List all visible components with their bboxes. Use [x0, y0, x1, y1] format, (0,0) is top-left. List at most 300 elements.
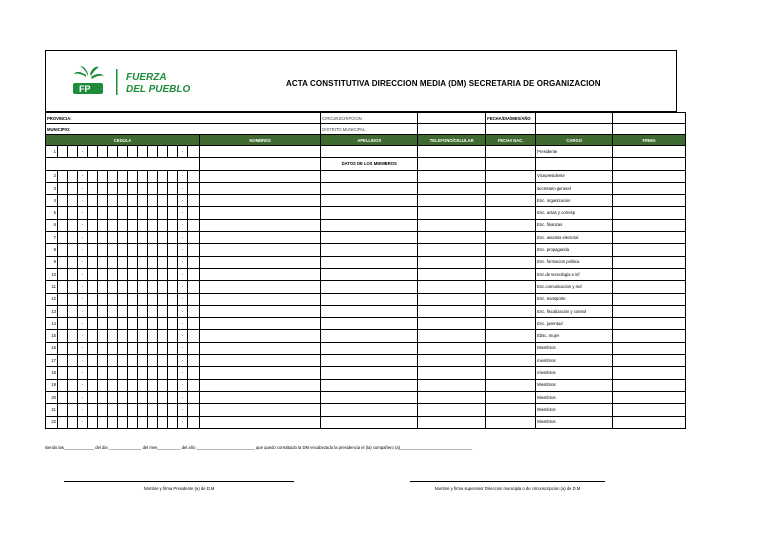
fecha-extra-field[interactable] — [613, 113, 686, 124]
cedula-digit-cell[interactable] — [128, 244, 138, 256]
cedula-digit-cell[interactable] — [118, 391, 128, 403]
cedula-digit-cell[interactable] — [158, 416, 168, 428]
cedula-digit-cell[interactable] — [88, 404, 98, 416]
fecha-nac-cell[interactable] — [486, 342, 536, 354]
cedula-digit-cell[interactable] — [58, 318, 68, 330]
cedula-digit-cell[interactable] — [118, 355, 128, 367]
cedula-digit-cell[interactable] — [58, 330, 68, 342]
cedula-digit-cell[interactable] — [188, 330, 200, 342]
apellidos-cell[interactable] — [321, 268, 418, 280]
cedula-digit-cell[interactable] — [58, 244, 68, 256]
cedula-digit-cell[interactable] — [128, 182, 138, 194]
cedula-digit-cell[interactable] — [188, 244, 200, 256]
cedula-digit-cell[interactable] — [68, 244, 78, 256]
cedula-digit-cell[interactable] — [108, 195, 118, 207]
cedula-digit-cell[interactable] — [138, 268, 148, 280]
cedula-digit-cell[interactable] — [128, 256, 138, 268]
distrito-field[interactable] — [418, 124, 486, 135]
firma-cell[interactable] — [613, 330, 686, 342]
cedula-digit-cell[interactable] — [98, 268, 108, 280]
municipio-extra-field[interactable] — [613, 124, 686, 135]
cedula-digit-cell[interactable] — [108, 256, 118, 268]
nombres-cell[interactable] — [200, 256, 321, 268]
cedula-digit-cell[interactable] — [88, 293, 98, 305]
firma-cell[interactable] — [613, 146, 686, 158]
fecha-nac-cell[interactable] — [486, 293, 536, 305]
cedula-digit-cell[interactable] — [168, 355, 178, 367]
cedula-digit-cell[interactable] — [168, 330, 178, 342]
fecha-nac-cell[interactable] — [486, 146, 536, 158]
nombres-cell[interactable] — [200, 170, 321, 182]
cedula-digit-cell[interactable] — [98, 342, 108, 354]
cedula-digit-cell[interactable] — [148, 256, 158, 268]
cedula-digit-cell[interactable] — [168, 256, 178, 268]
cedula-digit-cell[interactable] — [108, 146, 118, 158]
cedula-digit-cell[interactable] — [158, 268, 168, 280]
telefono-cell[interactable] — [418, 367, 486, 379]
cedula-digit-cell[interactable] — [128, 268, 138, 280]
nombres-cell[interactable] — [200, 379, 321, 391]
cedula-digit-cell[interactable] — [128, 367, 138, 379]
telefono-cell[interactable] — [418, 256, 486, 268]
cedula-digit-cell[interactable] — [68, 170, 78, 182]
cedula-digit-cell[interactable] — [88, 330, 98, 342]
cedula-digit-cell[interactable] — [58, 207, 68, 219]
cedula-digit-cell[interactable] — [158, 232, 168, 244]
cedula-digit-cell[interactable] — [188, 207, 200, 219]
cedula-digit-cell[interactable] — [128, 146, 138, 158]
cedula-digit-cell[interactable] — [68, 404, 78, 416]
cedula-digit-cell[interactable] — [58, 416, 68, 428]
apellidos-cell[interactable] — [321, 182, 418, 194]
cedula-digit-cell[interactable] — [138, 391, 148, 403]
apellidos-cell[interactable] — [321, 305, 418, 317]
cedula-digit-cell[interactable] — [128, 195, 138, 207]
telefono-cell[interactable] — [418, 232, 486, 244]
telefono-cell[interactable] — [418, 268, 486, 280]
apellidos-cell[interactable] — [321, 293, 418, 305]
cedula-digit-cell[interactable] — [158, 318, 168, 330]
cedula-digit-cell[interactable] — [88, 355, 98, 367]
cedula-digit-cell[interactable] — [108, 330, 118, 342]
firma-cell[interactable] — [613, 182, 686, 194]
cedula-digit-cell[interactable] — [158, 293, 168, 305]
cedula-digit-cell[interactable] — [88, 342, 98, 354]
cedula-digit-cell[interactable] — [128, 318, 138, 330]
cedula-digit-cell[interactable] — [88, 268, 98, 280]
cedula-digit-cell[interactable] — [138, 219, 148, 231]
telefono-cell[interactable] — [418, 244, 486, 256]
apellidos-cell[interactable] — [321, 195, 418, 207]
cedula-digit-cell[interactable] — [148, 318, 158, 330]
cedula-digit-cell[interactable] — [118, 379, 128, 391]
cedula-digit-cell[interactable] — [148, 305, 158, 317]
cedula-digit-cell[interactable] — [158, 170, 168, 182]
cedula-digit-cell[interactable] — [58, 404, 68, 416]
telefono-cell[interactable] — [418, 416, 486, 428]
cedula-digit-cell[interactable] — [138, 404, 148, 416]
cedula-digit-cell[interactable] — [188, 293, 200, 305]
telefono-cell[interactable] — [418, 391, 486, 403]
cedula-digit-cell[interactable] — [68, 182, 78, 194]
cedula-digit-cell[interactable] — [118, 256, 128, 268]
cedula-digit-cell[interactable] — [98, 318, 108, 330]
cedula-digit-cell[interactable] — [188, 305, 200, 317]
cedula-digit-cell[interactable] — [98, 355, 108, 367]
cedula-digit-cell[interactable] — [98, 232, 108, 244]
nombres-cell[interactable] — [200, 244, 321, 256]
cedula-digit-cell[interactable] — [128, 330, 138, 342]
nombres-cell[interactable] — [200, 391, 321, 403]
cedula-digit-cell[interactable] — [98, 195, 108, 207]
telefono-cell[interactable] — [418, 182, 486, 194]
cedula-digit-cell[interactable] — [188, 404, 200, 416]
fecha-nac-cell[interactable] — [486, 170, 536, 182]
telefono-cell[interactable] — [418, 404, 486, 416]
cedula-digit-cell[interactable] — [168, 293, 178, 305]
cedula-digit-cell[interactable] — [148, 330, 158, 342]
cedula-digit-cell[interactable] — [188, 416, 200, 428]
apellidos-cell[interactable] — [321, 342, 418, 354]
cedula-digit-cell[interactable] — [168, 195, 178, 207]
cedula-digit-cell[interactable] — [118, 146, 128, 158]
cedula-digit-cell[interactable] — [188, 318, 200, 330]
circunscripcion-field[interactable] — [418, 113, 486, 124]
cedula-digit-cell[interactable] — [108, 170, 118, 182]
cedula-digit-cell[interactable] — [68, 256, 78, 268]
cedula-digit-cell[interactable] — [158, 195, 168, 207]
telefono-cell[interactable] — [418, 170, 486, 182]
cedula-digit-cell[interactable] — [138, 305, 148, 317]
firma-cell[interactable] — [613, 256, 686, 268]
cedula-digit-cell[interactable] — [128, 293, 138, 305]
cedula-digit-cell[interactable] — [148, 195, 158, 207]
cedula-digit-cell[interactable] — [168, 404, 178, 416]
cedula-digit-cell[interactable] — [138, 330, 148, 342]
cedula-digit-cell[interactable] — [138, 367, 148, 379]
cedula-digit-cell[interactable] — [188, 146, 200, 158]
cedula-digit-cell[interactable] — [98, 146, 108, 158]
cedula-digit-cell[interactable] — [158, 305, 168, 317]
cedula-digit-cell[interactable] — [168, 232, 178, 244]
fecha-nac-cell[interactable] — [486, 391, 536, 403]
cedula-digit-cell[interactable] — [88, 244, 98, 256]
cedula-digit-cell[interactable] — [168, 207, 178, 219]
cedula-digit-cell[interactable] — [88, 318, 98, 330]
cedula-digit-cell[interactable] — [118, 342, 128, 354]
telefono-cell[interactable] — [418, 330, 486, 342]
cedula-digit-cell[interactable] — [118, 330, 128, 342]
cedula-digit-cell[interactable] — [148, 379, 158, 391]
nombres-cell[interactable] — [200, 195, 321, 207]
cedula-digit-cell[interactable] — [118, 244, 128, 256]
cedula-digit-cell[interactable] — [68, 391, 78, 403]
apellidos-cell[interactable] — [321, 244, 418, 256]
cedula-digit-cell[interactable] — [108, 207, 118, 219]
nombres-cell[interactable] — [200, 355, 321, 367]
cedula-digit-cell[interactable] — [138, 170, 148, 182]
cedula-digit-cell[interactable] — [168, 379, 178, 391]
cedula-digit-cell[interactable] — [68, 330, 78, 342]
nombres-cell[interactable] — [200, 182, 321, 194]
cedula-digit-cell[interactable] — [188, 182, 200, 194]
cedula-digit-cell[interactable] — [88, 146, 98, 158]
cedula-digit-cell[interactable] — [68, 219, 78, 231]
cedula-digit-cell[interactable] — [108, 219, 118, 231]
telefono-cell[interactable] — [418, 379, 486, 391]
fecha-nac-cell[interactable] — [486, 416, 536, 428]
fecha-nac-cell[interactable] — [486, 379, 536, 391]
apellidos-cell[interactable] — [321, 355, 418, 367]
cedula-digit-cell[interactable] — [168, 305, 178, 317]
cedula-digit-cell[interactable] — [58, 232, 68, 244]
cedula-digit-cell[interactable] — [188, 256, 200, 268]
cedula-digit-cell[interactable] — [138, 355, 148, 367]
cedula-digit-cell[interactable] — [168, 146, 178, 158]
nombres-cell[interactable] — [200, 207, 321, 219]
telefono-cell[interactable] — [418, 342, 486, 354]
cedula-digit-cell[interactable] — [118, 170, 128, 182]
firma-cell[interactable] — [613, 355, 686, 367]
apellidos-cell[interactable] — [321, 416, 418, 428]
nombres-cell[interactable] — [200, 305, 321, 317]
cedula-digit-cell[interactable] — [68, 195, 78, 207]
cedula-digit-cell[interactable] — [118, 207, 128, 219]
cedula-digit-cell[interactable] — [148, 404, 158, 416]
cedula-digit-cell[interactable] — [158, 244, 168, 256]
cedula-digit-cell[interactable] — [98, 416, 108, 428]
municipio-extra-field[interactable] — [536, 124, 613, 135]
cedula-digit-cell[interactable] — [138, 416, 148, 428]
cedula-digit-cell[interactable] — [88, 170, 98, 182]
cedula-digit-cell[interactable] — [128, 391, 138, 403]
nombres-cell[interactable] — [200, 342, 321, 354]
cedula-digit-cell[interactable] — [188, 367, 200, 379]
nombres-cell[interactable] — [200, 404, 321, 416]
apellidos-cell[interactable] — [321, 232, 418, 244]
municipio-extra-field[interactable] — [486, 124, 536, 135]
cedula-digit-cell[interactable] — [58, 281, 68, 293]
cedula-digit-cell[interactable] — [88, 207, 98, 219]
cedula-digit-cell[interactable] — [68, 268, 78, 280]
cedula-digit-cell[interactable] — [58, 355, 68, 367]
apellidos-cell[interactable] — [321, 404, 418, 416]
cedula-digit-cell[interactable] — [98, 219, 108, 231]
cedula-digit-cell[interactable] — [118, 318, 128, 330]
cedula-digit-cell[interactable] — [118, 305, 128, 317]
cedula-digit-cell[interactable] — [108, 232, 118, 244]
cedula-digit-cell[interactable] — [88, 232, 98, 244]
firma-cell[interactable] — [613, 318, 686, 330]
apellidos-cell[interactable] — [321, 170, 418, 182]
cedula-digit-cell[interactable] — [138, 342, 148, 354]
cedula-digit-cell[interactable] — [98, 256, 108, 268]
cedula-digit-cell[interactable] — [158, 219, 168, 231]
fecha-nac-cell[interactable] — [486, 404, 536, 416]
cedula-digit-cell[interactable] — [168, 219, 178, 231]
cedula-digit-cell[interactable] — [188, 379, 200, 391]
firma-cell[interactable] — [613, 367, 686, 379]
nombres-cell[interactable] — [200, 268, 321, 280]
cedula-digit-cell[interactable] — [68, 318, 78, 330]
fecha-nac-cell[interactable] — [486, 244, 536, 256]
cedula-digit-cell[interactable] — [188, 232, 200, 244]
apellidos-cell[interactable] — [321, 219, 418, 231]
cedula-digit-cell[interactable] — [138, 281, 148, 293]
telefono-cell[interactable] — [418, 207, 486, 219]
cedula-digit-cell[interactable] — [138, 293, 148, 305]
cedula-digit-cell[interactable] — [68, 293, 78, 305]
cedula-digit-cell[interactable] — [148, 232, 158, 244]
cedula-digit-cell[interactable] — [98, 404, 108, 416]
cedula-digit-cell[interactable] — [108, 379, 118, 391]
cedula-digit-cell[interactable] — [148, 146, 158, 158]
cedula-digit-cell[interactable] — [138, 195, 148, 207]
telefono-cell[interactable] — [418, 195, 486, 207]
telefono-cell[interactable] — [418, 293, 486, 305]
cedula-digit-cell[interactable] — [58, 182, 68, 194]
cedula-digit-cell[interactable] — [128, 305, 138, 317]
cedula-digit-cell[interactable] — [158, 182, 168, 194]
cedula-digit-cell[interactable] — [128, 170, 138, 182]
cedula-digit-cell[interactable] — [118, 281, 128, 293]
cedula-digit-cell[interactable] — [118, 182, 128, 194]
cedula-digit-cell[interactable] — [168, 318, 178, 330]
cedula-digit-cell[interactable] — [108, 305, 118, 317]
cedula-digit-cell[interactable] — [138, 182, 148, 194]
cedula-digit-cell[interactable] — [168, 416, 178, 428]
cedula-digit-cell[interactable] — [108, 391, 118, 403]
fecha-nac-cell[interactable] — [486, 195, 536, 207]
cedula-digit-cell[interactable] — [148, 391, 158, 403]
cedula-digit-cell[interactable] — [128, 232, 138, 244]
cedula-digit-cell[interactable] — [118, 367, 128, 379]
cedula-digit-cell[interactable] — [68, 305, 78, 317]
cedula-digit-cell[interactable] — [98, 305, 108, 317]
cedula-digit-cell[interactable] — [98, 281, 108, 293]
cedula-digit-cell[interactable] — [148, 244, 158, 256]
cedula-digit-cell[interactable] — [128, 219, 138, 231]
firma-cell[interactable] — [613, 379, 686, 391]
cedula-digit-cell[interactable] — [158, 404, 168, 416]
cedula-digit-cell[interactable] — [98, 367, 108, 379]
cedula-digit-cell[interactable] — [168, 170, 178, 182]
fecha-nac-cell[interactable] — [486, 232, 536, 244]
cedula-digit-cell[interactable] — [58, 256, 68, 268]
cedula-digit-cell[interactable] — [158, 281, 168, 293]
telefono-cell[interactable] — [418, 281, 486, 293]
cedula-digit-cell[interactable] — [98, 391, 108, 403]
cedula-digit-cell[interactable] — [148, 416, 158, 428]
cedula-digit-cell[interactable] — [118, 268, 128, 280]
cedula-digit-cell[interactable] — [68, 281, 78, 293]
cedula-digit-cell[interactable] — [188, 268, 200, 280]
cedula-digit-cell[interactable] — [148, 281, 158, 293]
telefono-cell[interactable] — [418, 146, 486, 158]
cedula-digit-cell[interactable] — [88, 281, 98, 293]
fecha-nac-cell[interactable] — [486, 305, 536, 317]
cedula-digit-cell[interactable] — [108, 268, 118, 280]
cedula-digit-cell[interactable] — [88, 367, 98, 379]
cedula-digit-cell[interactable] — [158, 355, 168, 367]
telefono-cell[interactable] — [418, 219, 486, 231]
cedula-digit-cell[interactable] — [108, 182, 118, 194]
firma-cell[interactable] — [613, 170, 686, 182]
cedula-digit-cell[interactable] — [168, 281, 178, 293]
firma-cell[interactable] — [613, 232, 686, 244]
cedula-digit-cell[interactable] — [188, 391, 200, 403]
cedula-digit-cell[interactable] — [98, 170, 108, 182]
apellidos-cell[interactable] — [321, 207, 418, 219]
cedula-digit-cell[interactable] — [108, 342, 118, 354]
nombres-cell[interactable] — [200, 219, 321, 231]
telefono-cell[interactable] — [418, 355, 486, 367]
cedula-digit-cell[interactable] — [88, 391, 98, 403]
cedula-digit-cell[interactable] — [58, 342, 68, 354]
cedula-digit-cell[interactable] — [148, 268, 158, 280]
firma-cell[interactable] — [613, 195, 686, 207]
cedula-digit-cell[interactable] — [158, 330, 168, 342]
cedula-digit-cell[interactable] — [188, 281, 200, 293]
cedula-digit-cell[interactable] — [148, 207, 158, 219]
cedula-digit-cell[interactable] — [98, 244, 108, 256]
cedula-digit-cell[interactable] — [188, 355, 200, 367]
cedula-digit-cell[interactable] — [58, 391, 68, 403]
cedula-digit-cell[interactable] — [68, 416, 78, 428]
cedula-digit-cell[interactable] — [128, 416, 138, 428]
apellidos-cell[interactable] — [321, 379, 418, 391]
fecha-nac-cell[interactable] — [486, 330, 536, 342]
fecha-field[interactable] — [536, 113, 613, 124]
fecha-nac-cell[interactable] — [486, 207, 536, 219]
cedula-digit-cell[interactable] — [158, 367, 168, 379]
firma-cell[interactable] — [613, 281, 686, 293]
apellidos-cell[interactable] — [321, 256, 418, 268]
cedula-digit-cell[interactable] — [68, 355, 78, 367]
firma-cell[interactable] — [613, 268, 686, 280]
fecha-nac-cell[interactable] — [486, 219, 536, 231]
cedula-digit-cell[interactable] — [158, 342, 168, 354]
cedula-digit-cell[interactable] — [58, 305, 68, 317]
nombres-cell[interactable] — [200, 146, 321, 158]
cedula-digit-cell[interactable] — [188, 195, 200, 207]
cedula-digit-cell[interactable] — [88, 416, 98, 428]
fecha-nac-cell[interactable] — [486, 268, 536, 280]
cedula-digit-cell[interactable] — [168, 268, 178, 280]
cedula-digit-cell[interactable] — [68, 207, 78, 219]
fecha-nac-cell[interactable] — [486, 367, 536, 379]
firma-cell[interactable] — [613, 305, 686, 317]
cedula-digit-cell[interactable] — [108, 404, 118, 416]
telefono-cell[interactable] — [418, 318, 486, 330]
nombres-cell[interactable] — [200, 318, 321, 330]
cedula-digit-cell[interactable] — [168, 342, 178, 354]
cedula-digit-cell[interactable] — [68, 232, 78, 244]
cedula-digit-cell[interactable] — [188, 170, 200, 182]
cedula-digit-cell[interactable] — [108, 244, 118, 256]
apellidos-cell[interactable] — [321, 391, 418, 403]
cedula-digit-cell[interactable] — [138, 146, 148, 158]
cedula-digit-cell[interactable] — [88, 195, 98, 207]
cedula-digit-cell[interactable] — [168, 367, 178, 379]
cedula-digit-cell[interactable] — [148, 342, 158, 354]
apellidos-cell[interactable] — [321, 281, 418, 293]
cedula-digit-cell[interactable] — [118, 195, 128, 207]
cedula-digit-cell[interactable] — [58, 293, 68, 305]
cedula-digit-cell[interactable] — [148, 367, 158, 379]
cedula-digit-cell[interactable] — [128, 355, 138, 367]
cedula-digit-cell[interactable] — [118, 416, 128, 428]
